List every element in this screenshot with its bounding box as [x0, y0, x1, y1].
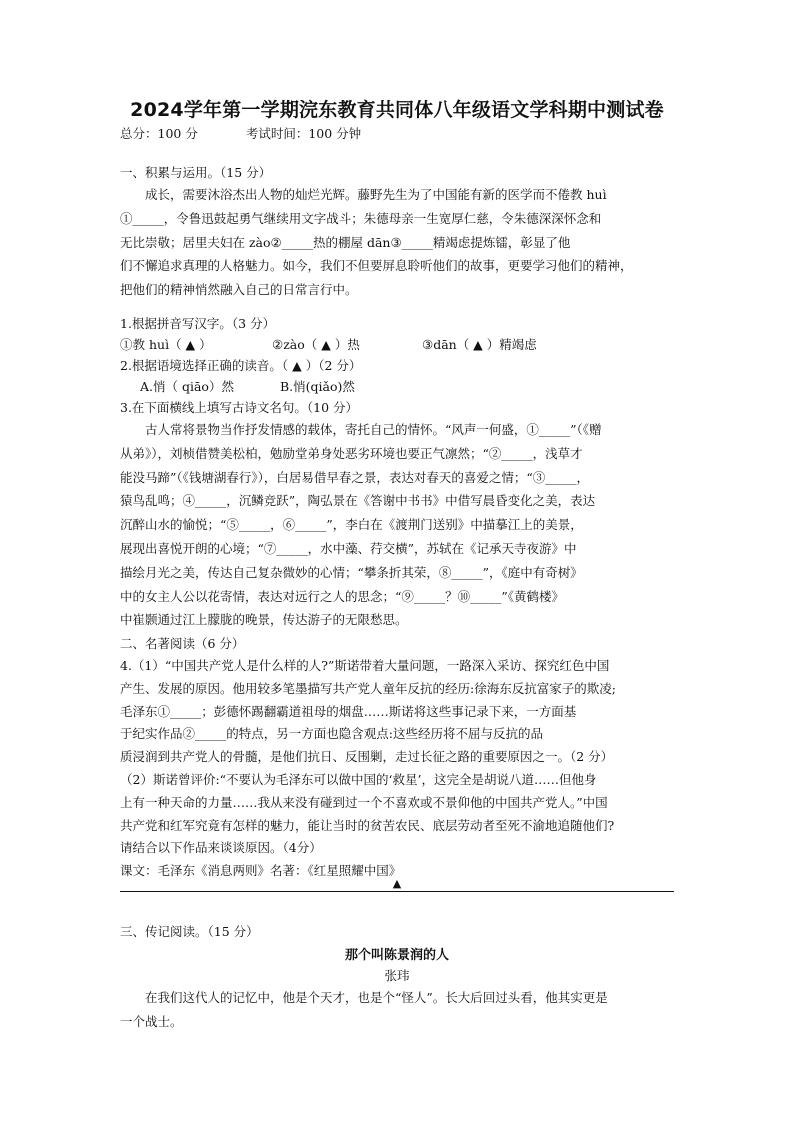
question-3: 3.在下面横线上填写古诗文名句。（10 分） — [120, 400, 359, 415]
q3-line: 古人常将景物当作抒发情感的载体，寄托自己的情怀。“风声一何盛，①_____”（《赠 — [145, 422, 602, 437]
q1-item-3: ③dān（ ▲ ）精竭虑 — [422, 337, 537, 352]
question-1: 1.根据拼音写汉字。（3 分） — [120, 316, 276, 331]
q4-2-line: 共产党和红军究竟有怎样的魅力，能让当时的贫苦农民、底层劳动者至死不渝地追随他们? — [120, 817, 615, 833]
option-a: A.悄（ qiāo）然 — [140, 379, 234, 394]
q4-1-line: 于纪实作品②_____的特点，另一方面也隐含观点:这些经历将不屈与反抗的品 — [120, 726, 543, 742]
q1-item-1: ①教 huì（ ▲ ） — [120, 337, 212, 352]
passage-line: 成长，需要沐浴杰出人物的灿烂光辉。藤野先生为了中国能有新的医学而不倦教 huì — [145, 187, 607, 202]
question-4-1 — [120, 655, 676, 769]
question-2: 2.根据语境选择正确的读音。（ ▲ ）（2 分） — [120, 358, 362, 373]
q3-line: 中崔颢通过江上朦胧的晚景，传达游子的无限愁思。 — [120, 612, 408, 628]
q3-line: 展现出喜悦开朗的心境；“⑦_____，水中藻、荇交横”，苏轼在《记承天寺夜游》中 — [120, 540, 577, 556]
q4-2-line: （2）斯诺曾评价:“不要认为毛泽东可以做中国的‘救星’，这完全是胡说八道……但他身 — [120, 772, 597, 787]
section-1-heading: 一、积累与运用。（15 分） — [120, 165, 272, 180]
article-line: 一个战士。 — [120, 1013, 183, 1029]
option-b: B.悄(qiǎo)然 — [280, 379, 355, 394]
q3-line: 从弟》），刘桢借赞美松柏，勉励堂弟身处恶劣环境也要正气凛然；“②_____，浅草才 — [120, 445, 583, 461]
q4-2-line: 上有一种天命的力量……我从来没有碰到过一个不喜欢或不景仰他的中国共产党人。”中国 — [120, 794, 608, 810]
question-1-items — [120, 335, 680, 353]
article-title: 那个叫陈景润的人 — [344, 948, 449, 963]
question-3-passage — [120, 418, 676, 632]
passage-line: 无比崇敬；居里夫妇在 zào②_____热的棚屋 dān③_____精竭虑提炼镭，彰显了他 — [120, 234, 571, 250]
exam-meta — [120, 124, 361, 142]
q3-line: 沉醉山水的愉悦；“⑤_____，⑥_____”，李白在《渡荆门送别》中描摹江上的美景， — [120, 517, 583, 533]
passage-line: 把他们的精神悄然融入自己的日常言行中。 — [120, 282, 358, 298]
section-2-heading: 二、名著阅读（6 分） — [120, 636, 245, 651]
q4-2-line: 课文：毛泽东《消息两则》名著：《红星照耀中国》 — [120, 863, 402, 879]
question-2-options — [140, 377, 700, 395]
q4-1-line: 产生、发展的原因。他用较多笔墨描写共产党人童年反抗的经历:徐海东反抗富家子的欺凌; — [120, 680, 616, 696]
q1-item-2: ②zào（ ▲ ）热 — [272, 337, 360, 352]
section-3-heading: 三、传记阅读。（15 分） — [120, 924, 259, 939]
q3-line: 猿鸟乱鸣；④_____，沉鳞竞跃”，陶弘景在《答谢中书书》中借写晨昏变化之美，表达 — [120, 493, 596, 509]
q3-line: 中的女主人公以花寄情，表达对远行之人的思念；“⑨_____？⑩_____”《黄鹤楼》 — [120, 588, 565, 604]
question-4-2 — [120, 769, 676, 883]
q4-1-line: 质浸润到共产党人的骨髓，是他们抗日、反围剿，走过长征之路的重要原因之一。（2 分） — [120, 749, 614, 765]
answer-line — [120, 891, 674, 892]
q4-1-line: 4.（1）“中国共产党人是什么样的人?”斯诺带着大量问题，一路深入采访、探究红色中国 — [120, 658, 610, 673]
answer-blank-mark: ▲ — [392, 877, 402, 890]
q3-line: 能没马蹄”（《钱塘湖春行》），白居易借早春之景，表达对春天的喜爱之情；“③_____， — [120, 469, 590, 485]
q4-1-line: 毛泽东①_____；彭德怀踢翻霸道祖母的烟盘……斯诺将这些事记录下来，一方面基 — [120, 703, 577, 719]
exam-title: 2024学年第一学期浣东教育共同体八年级语文学科期中测试卷 — [130, 99, 664, 121]
article-author: 张玮 — [384, 968, 410, 983]
total-score: 总分：100 分 — [120, 126, 198, 141]
passage-line: ①_____，令鲁迅鼓起勇气继续用文字战斗；朱德母亲一生宽厚仁慈，令朱德深深怀念和 — [120, 210, 602, 226]
article-line: 在我们这代人的记忆中，他是个天才，也是个“怪人”。长大后回过头看，他其实更是 — [145, 990, 608, 1005]
q3-line: 描绘月光之美，传达自己复杂微妙的心情；“攀条折其荣，⑧_____”，《庭中有奇树》 — [120, 564, 583, 580]
article-passage — [120, 986, 676, 1034]
section-1-passage — [120, 183, 676, 302]
q4-2-line: 请结合以下作品来谈谈原因。（4分） — [120, 840, 322, 856]
exam-time: 考试时间：100 分钟 — [245, 126, 362, 141]
passage-line: 们不懈追求真理的人格魅力。如今，我们不但要屏息聆听他们的故事，更要学习他们的精神， — [120, 258, 633, 274]
